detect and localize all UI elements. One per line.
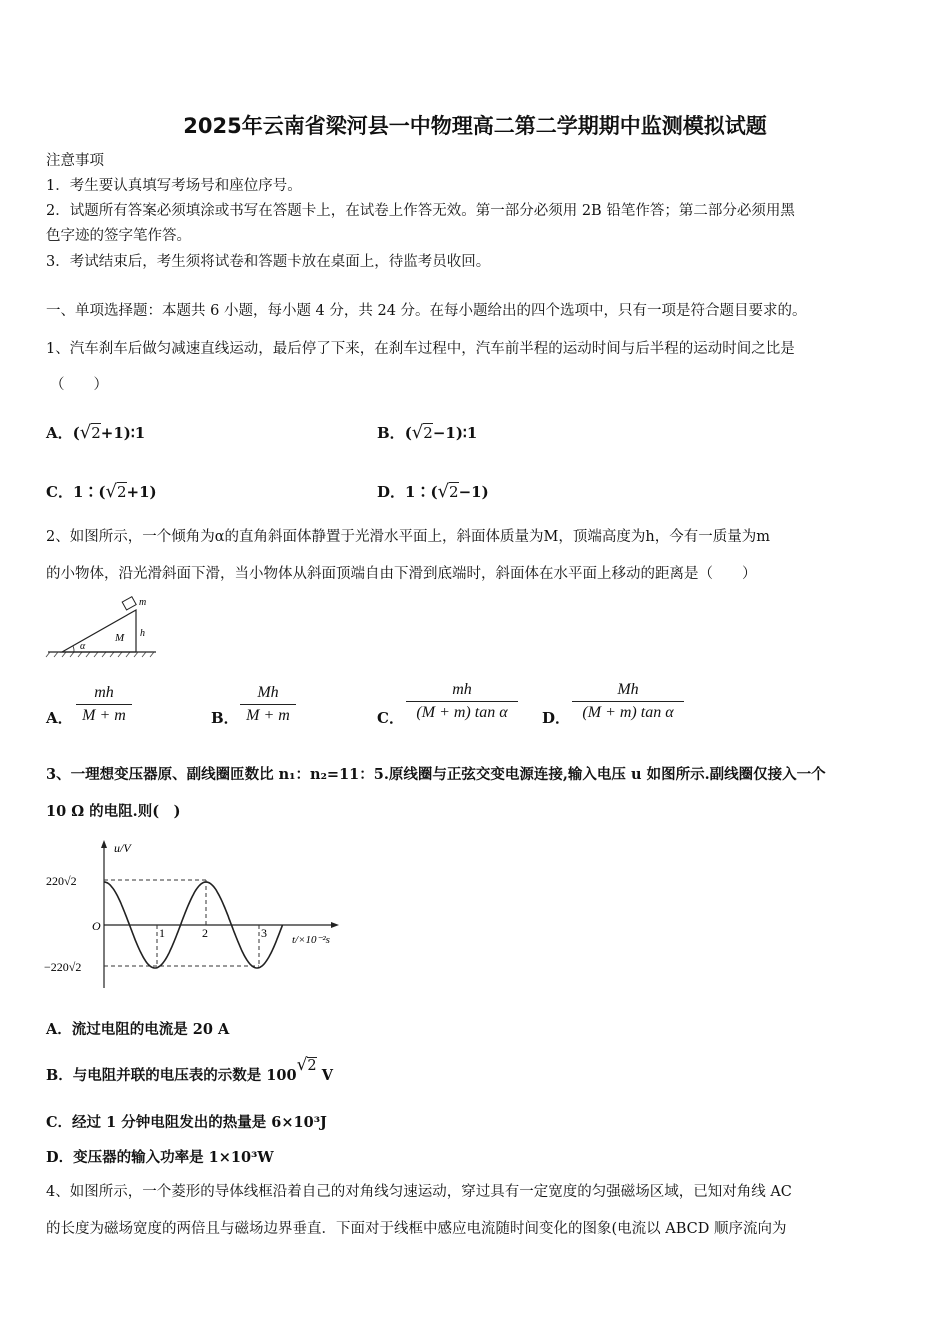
incline-figure — [44, 594, 164, 660]
sqrt-symbol: √2 — [437, 481, 459, 502]
mass-M-label: M — [115, 632, 125, 644]
notice-item: 2．试题所有答案必须填涂或书写在答题卡上，在试卷上作答无效。第一部分必须用 2B 铅笔作答；第二部分必须用黑 — [46, 203, 795, 219]
question-1-stem: 1、汽车刹车后做匀减速直线运动，最后停了下来，在刹车过程中，汽车前半程的运动时间与后半程的运动时间之比是 — [46, 341, 795, 357]
tick-label: 3 — [261, 926, 267, 940]
sqrt-symbol: √2 — [105, 481, 127, 502]
q2-option-b-label[interactable]: B． — [211, 709, 239, 727]
q2-option-d-fraction[interactable]: Mh (M + m) tan α — [572, 679, 684, 724]
notice-item: 3．考试结束后，考生须将试卷和答题卡放在桌面上，待监考员收回。 — [46, 254, 491, 270]
notice-heading: 注意事项 — [46, 153, 104, 169]
q3-option-d[interactable]: D．变压器的输入功率是 1×10³W — [46, 1149, 274, 1166]
q1-option-a[interactable]: A．(√2+1)∶1 — [46, 422, 146, 443]
tick-label: 1 — [159, 926, 165, 940]
q2-option-a-fraction[interactable]: mh M + m — [76, 682, 132, 727]
sqrt-symbol: √2 — [296, 1055, 317, 1075]
question-2-stem: 2、如图所示，一个倾角为α的直角斜面体静置于光滑水平面上，斜面体质量为M，顶端高度为h，今有一质量为m — [46, 529, 770, 545]
sqrt-symbol: √2 — [79, 422, 101, 443]
question-3-stem: 10 Ω 的电阻.则( ) — [46, 803, 181, 820]
mass-m-label: m — [139, 597, 147, 608]
alpha-label: α — [80, 641, 86, 652]
sqrt-symbol: √2 — [411, 422, 433, 443]
notice-item: 色字迹的签字笔作答。 — [46, 228, 191, 244]
y-axis-label: u/V — [114, 841, 131, 855]
y-top-label: 220√2 — [46, 874, 77, 888]
y-bottom-label: −220√2 — [44, 960, 82, 974]
section-heading: 一、单项选择题：本题共 6 小题，每小题 4 分，共 24 分。在每小题给出的四个选项中，只有一项是符合题目要求的。 — [46, 303, 807, 319]
question-2-stem: 的小物体，沿光滑斜面下滑，当小物体从斜面顶端自由下滑到底端时，斜面体在水平面上移动的距离是（ ） — [46, 566, 757, 582]
x-axis-arrow — [331, 922, 339, 928]
q3-option-c[interactable]: C．经过 1 分钟电阻发出的热量是 6×10³J — [46, 1114, 327, 1131]
q2-option-d-label[interactable]: D． — [542, 709, 571, 727]
origin-label: O — [92, 919, 101, 933]
q2-option-c-label[interactable]: C． — [377, 709, 404, 727]
notice-item: 1．考生要认真填写考场号和座位序号。 — [46, 178, 302, 194]
height-label: h — [140, 628, 145, 639]
q1-option-d[interactable]: D．1∶(√2−1) — [377, 481, 489, 502]
q3-option-b[interactable]: B．与电阻并联的电压表的示数是 100√2 V — [46, 1055, 333, 1084]
question-4-stem: 的长度为磁场宽度的两倍且与磁场边界垂直．下面对于线框中感应电流随时间变化的图象(电流以 ABCD 顺序流向为 — [46, 1221, 787, 1237]
question-3-stem: 3、一理想变压器原、副线圈匝数比 n₁：n₂=11：5.原线圈与正弦交变电源连接,输入电压 u 如图所示.副线圈仅接入一个 — [46, 766, 826, 783]
q2-option-a-label[interactable]: A． — [46, 709, 73, 727]
q1-option-c[interactable]: C．1∶(√2+1) — [46, 481, 157, 502]
page-title: 2025年云南省梁河县一中物理高二第二学期期中监测模拟试题 — [183, 114, 767, 138]
q2-option-c-fraction[interactable]: mh (M + m) tan α — [406, 679, 518, 724]
y-axis-arrow — [101, 840, 107, 848]
q3-option-a[interactable]: A．流过电阻的电流是 20 A — [46, 1021, 230, 1038]
tick-label: 2 — [202, 926, 208, 940]
q2-option-b-fraction[interactable]: Mh M + m — [240, 682, 296, 727]
voltage-graph — [44, 836, 354, 996]
x-axis-label: t/×10⁻²s — [292, 934, 330, 946]
question-4-stem: 4、如图所示，一个菱形的导体线框沿着自己的对角线匀速运动，穿过具有一定宽度的匀强磁场区域，已知对角线 AC — [46, 1184, 792, 1200]
q1-option-b[interactable]: B．(√2−1)∶1 — [377, 422, 478, 443]
question-1-blank: （ ） — [50, 377, 108, 393]
